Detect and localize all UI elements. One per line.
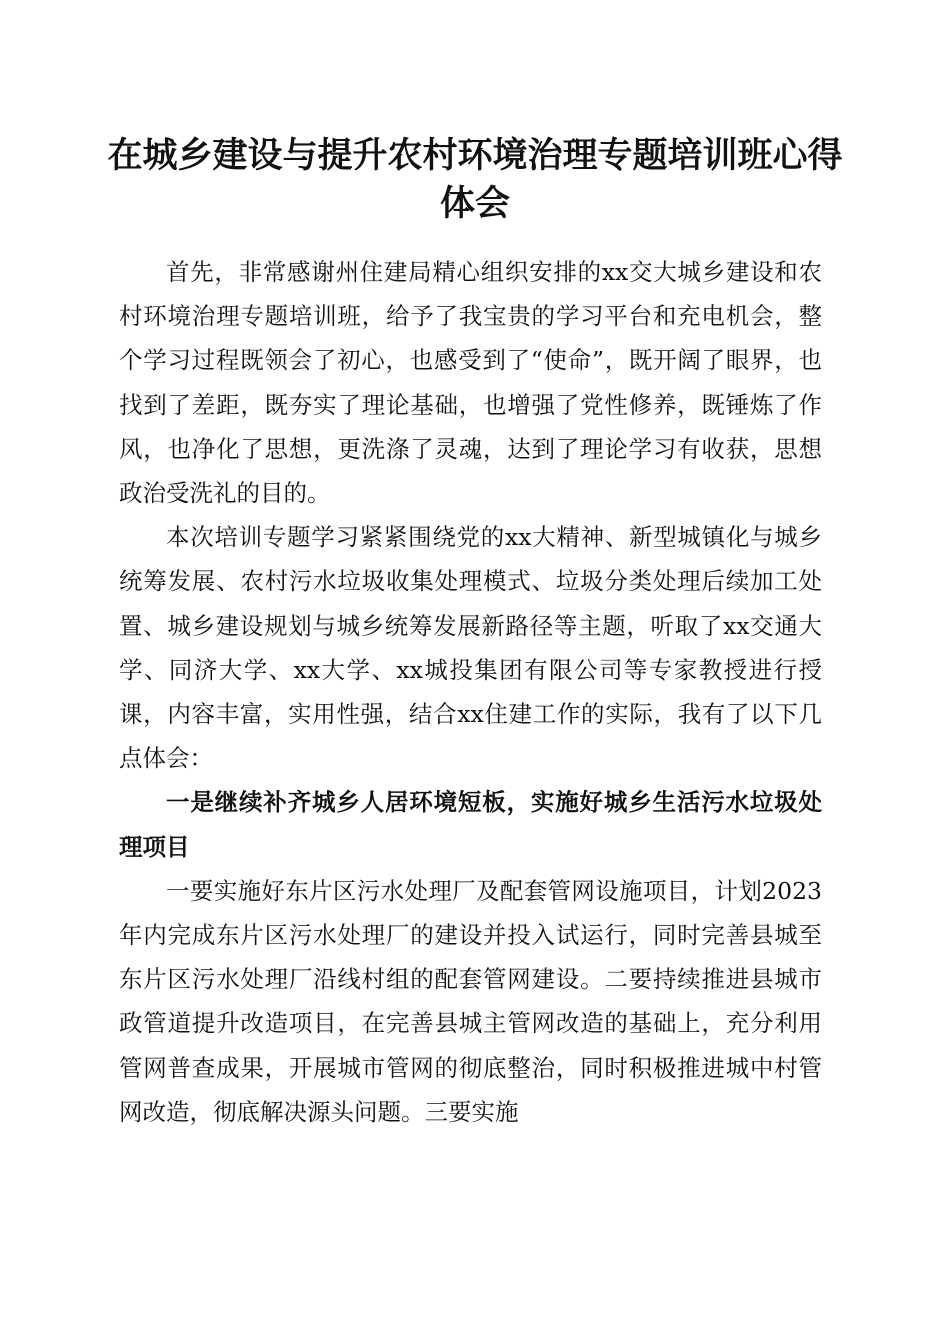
document-body: [119, 250, 822, 1134]
section-heading-1: 一是继续补齐城乡人居环境短板，实施好城乡生活污水垃圾处理项目: [119, 788, 822, 861]
document-title: 在城乡建设与提升农村环境治理专题培训班心得体会: [107, 135, 843, 224]
paragraph-intro: 首先，非常感谢州住建局精心组织安排的xx交大城乡建设和农村环境治理专题培训班，给予了我宝贵的学习平台和充电机会，整个学习过程既领会了初心，也感受到了“使命”，既开阔了眼界，也找到了差距，既夯实了理论基础，也增强了党性修养，既锤炼了作风，也净化了思想，更洗涤了灵魂，达到了理论学习有收获，思想政治受洗礼的目的。: [119, 258, 822, 508]
paragraph-projects: 一要实施好东片区污水处理厂及配套管网设施项目，计划2023年内完成东片区污水处理厂的建设并投入试运行，同时完善县城至东片区污水处理厂沿线村组的配套管网建设。二要持续推进县城市政管道提升改造项目，在完善县城主管网改造的基础上，充分利用管网普查成果，开展城市管网的彻底整治，同时积极推进城中村管网改造，彻底解决源头问题。三要实施: [119, 876, 822, 1126]
paragraph-training-topics: 本次培训专题学习紧紧围绕党的xx大精神、新型城镇化与城乡统筹发展、农村污水垃圾收集处理模式、垃圾分类处理后续加工处置、城乡建设规划与城乡统筹发展新路径等主题，听取了xx交通大学、同济大学、xx大学、xx城投集团有限公司等专家教授进行授课，内容丰富，实用性强，结合xx住建工作的实际，我有了以下几点体会：: [119, 523, 822, 773]
